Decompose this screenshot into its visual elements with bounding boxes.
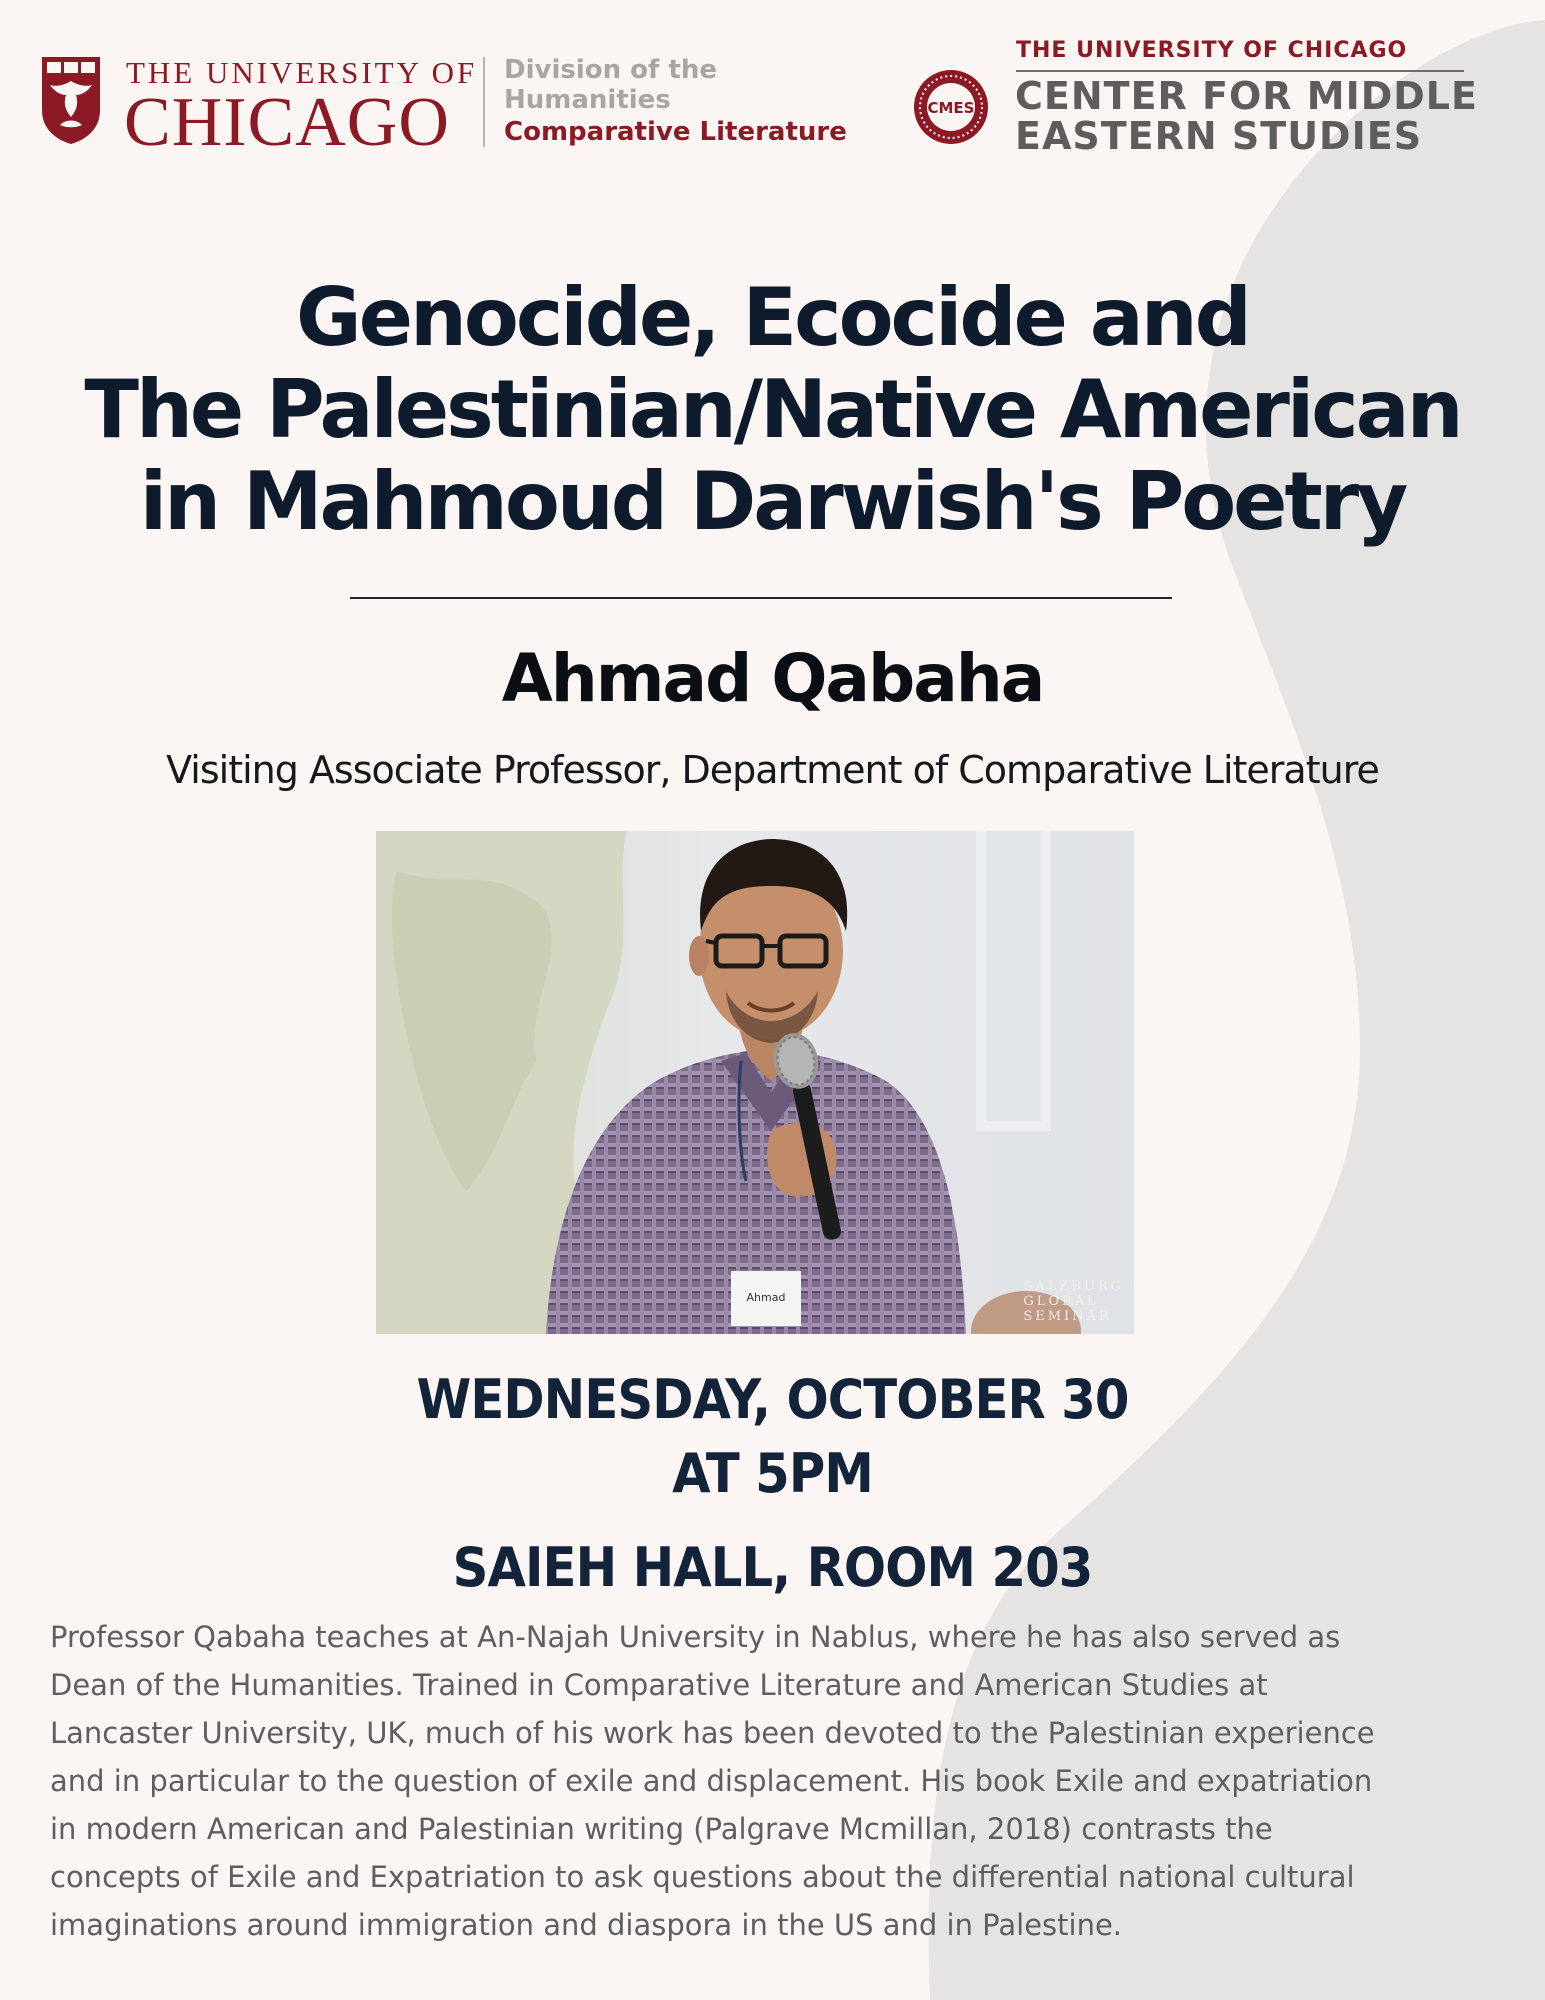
title-line2: The Palestinian/Native American (84, 363, 1461, 456)
department-label: Comparative Literature (504, 117, 847, 147)
watermark-line1: SALZBURG (1023, 1279, 1124, 1294)
division-label-line1: Division of the (504, 55, 717, 85)
logo-divider (483, 57, 485, 147)
cmes-seal-icon (912, 68, 990, 146)
event-title (0, 272, 1545, 548)
bio-line: Professor Qabaha teaches at An-Najah University in Nablus, where he has also served as (50, 1620, 1341, 1654)
cmes-seal-text: CMES (927, 99, 975, 117)
university-label: THE UNIVERSITY OF (126, 55, 478, 90)
cmes-university-label: THE UNIVERSITY OF CHICAGO (1016, 38, 1408, 63)
title-line3: in Mahmoud Darwish's Poetry (139, 455, 1406, 548)
title-line1: Genocide, Ecocide and (296, 271, 1249, 364)
cmes-name-line2: EASTERN STUDIES (1015, 114, 1423, 158)
phoenix-crest-icon (40, 55, 102, 145)
chicago-wordmark: CHICAGO (124, 84, 450, 161)
bio-line: Dean of the Humanities. Trained in Comparative Literature and American Studies at (50, 1668, 1268, 1702)
bio-line: concepts of Exile and Expatriation to ask questions about the differential national cultural (50, 1860, 1355, 1894)
bio-line: in modern American and Palestinian writing (Palgrave Mcmillan, 2018) contrasts the (50, 1812, 1273, 1846)
title-divider (350, 597, 1172, 599)
event-details (0, 1365, 1545, 1603)
photo-watermark (1023, 1279, 1124, 1324)
uchicago-humanities-logo (40, 55, 850, 161)
bio-line: imaginations around immigration and diaspora in the US and in Palestine. (50, 1908, 1123, 1942)
speaker-position: Visiting Associate Professor, Department of Comparative Literature (166, 748, 1379, 792)
cmes-logo (912, 38, 1478, 168)
event-date: WEDNESDAY, OCTOBER 30 (416, 1368, 1129, 1431)
speaker-name: Ahmad Qabaha (501, 640, 1044, 717)
bio-line: Lancaster University, UK, much of his work has been devoted to the Palestinian experience (50, 1716, 1375, 1750)
cmes-name-line1: CENTER FOR MIDDLE (1015, 74, 1478, 118)
name-tag-text: Ahmad (746, 1291, 786, 1304)
event-location: SAIEH HALL, ROOM 203 (452, 1536, 1093, 1599)
bio-line: and in particular to the question of exile and displacement. His book Exile and expatriation (50, 1764, 1373, 1798)
division-label-line2: Humanities (504, 85, 671, 115)
cmes-rule (1016, 70, 1464, 72)
watermark-line3: SEMINAR (1023, 1309, 1112, 1324)
watermark-line2: GLOBAL (1023, 1294, 1099, 1309)
speaker-bio (50, 1613, 1510, 1949)
speaker-photo (376, 831, 1134, 1334)
speaker-photo-illustration (376, 831, 1134, 1334)
event-time: AT 5PM (672, 1442, 873, 1505)
